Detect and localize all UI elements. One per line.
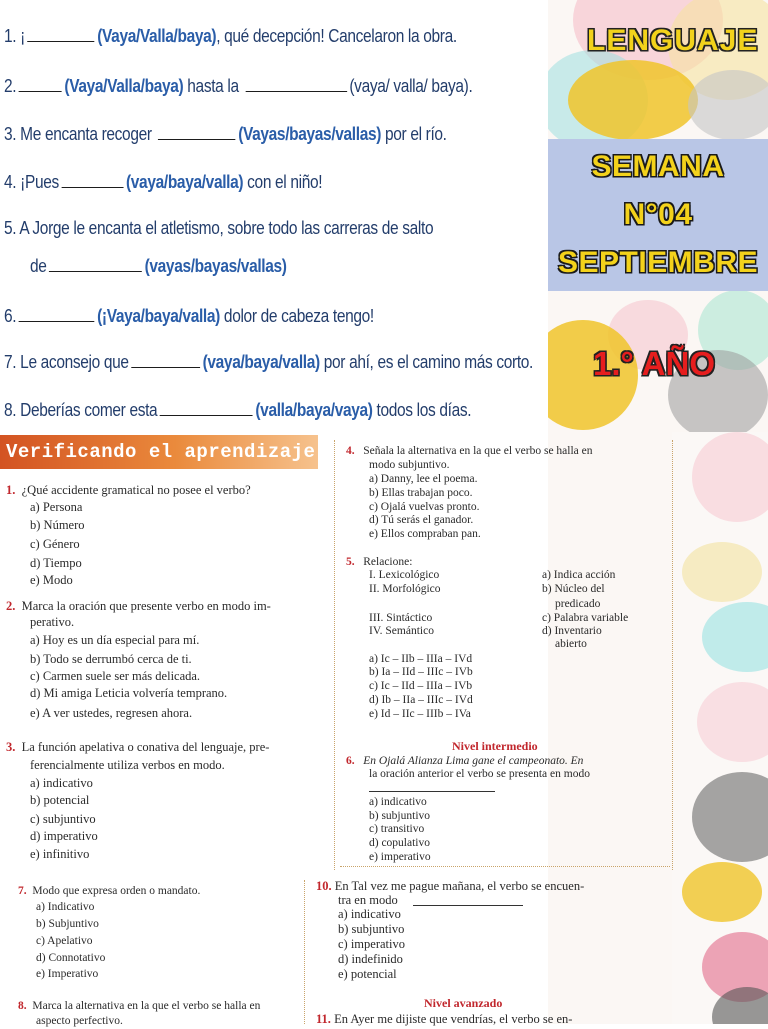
section-banner-title: Verificando el aprendizaje (6, 441, 316, 463)
exercise-6: 6. (¡Vaya/baya/valla) dolor de cabeza tengo! (4, 306, 374, 326)
q3-option: c) subjuntivo (30, 812, 96, 826)
column-divider-lower (304, 880, 305, 1024)
q7-option: a) Indicativo (36, 901, 95, 913)
q10-option: d) indefinido (338, 952, 403, 966)
level-intermediate: Nivel intermedio (452, 739, 538, 753)
q6-option: a) indicativo (369, 796, 427, 808)
level-advanced: Nivel avanzado (424, 996, 503, 1010)
q6-option: b) subjuntivo (369, 810, 431, 822)
month-label: SEPTIEMBRE (557, 246, 759, 279)
q7-option: b) Subjuntivo (36, 918, 99, 930)
q6-option: e) imperativo (369, 851, 431, 863)
question-10-cont: tra en modo (338, 893, 398, 907)
question-11: 11. En Ayer me dijiste que vendrías, el verbo se en- (316, 1012, 573, 1026)
question-3: 3. La función apelativa o conativa del lenguaje, pre- (6, 740, 270, 754)
q5-right-item: d) Inventario (542, 625, 602, 637)
q4-option: e) Ellos compraban pan. (369, 528, 481, 540)
q7-option: e) Imperativo (36, 968, 99, 980)
q2-option: d) Mi amiga Leticia volvería temprano. (30, 686, 228, 700)
exercise-8: 8. Deberías comer esta (valla/baya/vaya) todos los días. (4, 400, 472, 420)
q5-option: e) Id – IIc – IIIb – IVa (369, 708, 471, 720)
q10-option: e) potencial (338, 967, 397, 981)
q1-option: b) Número (30, 518, 85, 532)
question-8-cont: aspecto perfectivo. (36, 1015, 123, 1027)
q2-option: e) A ver ustedes, regresen ahora. (30, 706, 193, 720)
q5-option: a) Ic – IIb – IIIa – IVd (369, 653, 473, 665)
decorative-background-lower (672, 432, 768, 1024)
q3-option: d) imperativo (30, 829, 98, 843)
q5-right-item: a) Indica acción (542, 569, 616, 581)
q10-option: b) subjuntivo (338, 922, 405, 936)
question-2-cont: perativo. (30, 615, 75, 629)
q4-option: b) Ellas trabajan poco. (369, 487, 473, 499)
question-6: 6. En Ojalá Alianza Lima gane el campeonato. En (346, 755, 584, 767)
q1-option: a) Persona (30, 500, 83, 514)
q3-option: a) indicativo (30, 776, 93, 790)
exercise-5: 5. A Jorge le encanta el atletismo, sobre todo las carreras de salto (4, 218, 434, 238)
row-divider (340, 866, 670, 867)
column-divider-right (672, 440, 673, 870)
week-number: N°04 (623, 198, 693, 231)
q6-blank (369, 791, 495, 792)
q3-option: e) infinitivo (30, 847, 90, 861)
question-3-cont: ferencialmente utiliza verbos en modo. (30, 758, 225, 772)
question-8: 8. Marca la alternativa en la que el verbo se halla en (18, 1000, 261, 1012)
q2-option: c) Carmen suele ser más delicada. (30, 669, 201, 683)
q3-option: b) potencial (30, 793, 90, 807)
q4-option: c) Ojalá vuelvas pronto. (369, 501, 480, 513)
q5-right-item: c) Palabra variable (542, 612, 629, 624)
exercise-7: 7. Le aconsejo que (vaya/baya/valla) por ahí, es el camino más corto. (4, 352, 534, 372)
q5-left-item: I. Lexicológico (369, 569, 440, 581)
question-5: 5. Relacione: (346, 556, 413, 568)
question-2: 2. Marca la oración que presente verbo en modo im- (6, 599, 271, 613)
q5-left-item: III. Sintáctico (369, 612, 433, 624)
q4-option: d) Tú serás el ganador. (369, 514, 474, 526)
question-10: 10. En Tal vez me pague mañana, el verbo se encuen- (316, 879, 585, 893)
q5-option: c) Ic – IId – IIIa – IVb (369, 680, 473, 692)
exercise-2: 2. (Vaya/Valla/baya) hasta la (vaya/ valla/ baya). (4, 76, 473, 96)
question-7: 7. Modo que expresa orden o mandato. (18, 885, 201, 897)
q1-option: e) Modo (30, 573, 73, 587)
q4-option: a) Danny, lee el poema. (369, 473, 478, 485)
q5-right-item: predicado (555, 598, 601, 610)
q2-option: b) Todo se derrumbó cerca de ti. (30, 652, 192, 666)
q5-option: d) Ib – IIa – IIIc – IVd (369, 694, 473, 706)
q5-left-item: IV. Semántico (369, 625, 434, 637)
question-4-cont: modo subjuntivo. (369, 459, 450, 471)
q7-option: c) Apelativo (36, 935, 93, 947)
question-6-cont: la oración anterior el verbo se presenta en modo (369, 768, 590, 780)
column-divider (334, 440, 335, 870)
q2-option: a) Hoy es un día especial para mí. (30, 633, 200, 647)
q5-right-item: b) Núcleo del (542, 583, 605, 595)
q10-option: a) indicativo (338, 907, 401, 921)
week-label: SEMANA (591, 150, 725, 183)
q5-right-item: abierto (555, 638, 587, 650)
question-1: 1. ¿Qué accidente gramatical no posee el verbo? (6, 483, 251, 497)
question-4: 4. Señala la alternativa en la que el verbo se halla en (346, 445, 593, 457)
q5-option: b) Ia – IId – IIIc – IVb (369, 666, 473, 678)
grade-label: 1.° AÑO (593, 345, 715, 382)
exercise-5-cont: de (vayas/bayas/vallas) (30, 256, 287, 276)
q7-option: d) Connotativo (36, 952, 106, 964)
q6-option: d) copulativo (369, 837, 430, 849)
q10-blank (413, 905, 523, 906)
q1-option: d) Tiempo (30, 556, 82, 570)
q6-option: c) transitivo (369, 823, 425, 835)
exercise-3: 3. Me encanta recoger (Vayas/bayas/vallas) por el río. (4, 124, 447, 144)
subject-title: LENGUAJE (587, 24, 759, 57)
q5-left-item: II. Morfológico (369, 583, 441, 595)
q1-option: c) Género (30, 537, 80, 551)
exercise-4: 4. ¡Pues (vaya/baya/valla) con el niño! (4, 172, 323, 192)
exercise-1: 1. ¡ (Vaya/Valla/baya), qué decepción! Cancelaron la obra. (4, 26, 457, 46)
q10-option: c) imperativo (338, 937, 405, 951)
